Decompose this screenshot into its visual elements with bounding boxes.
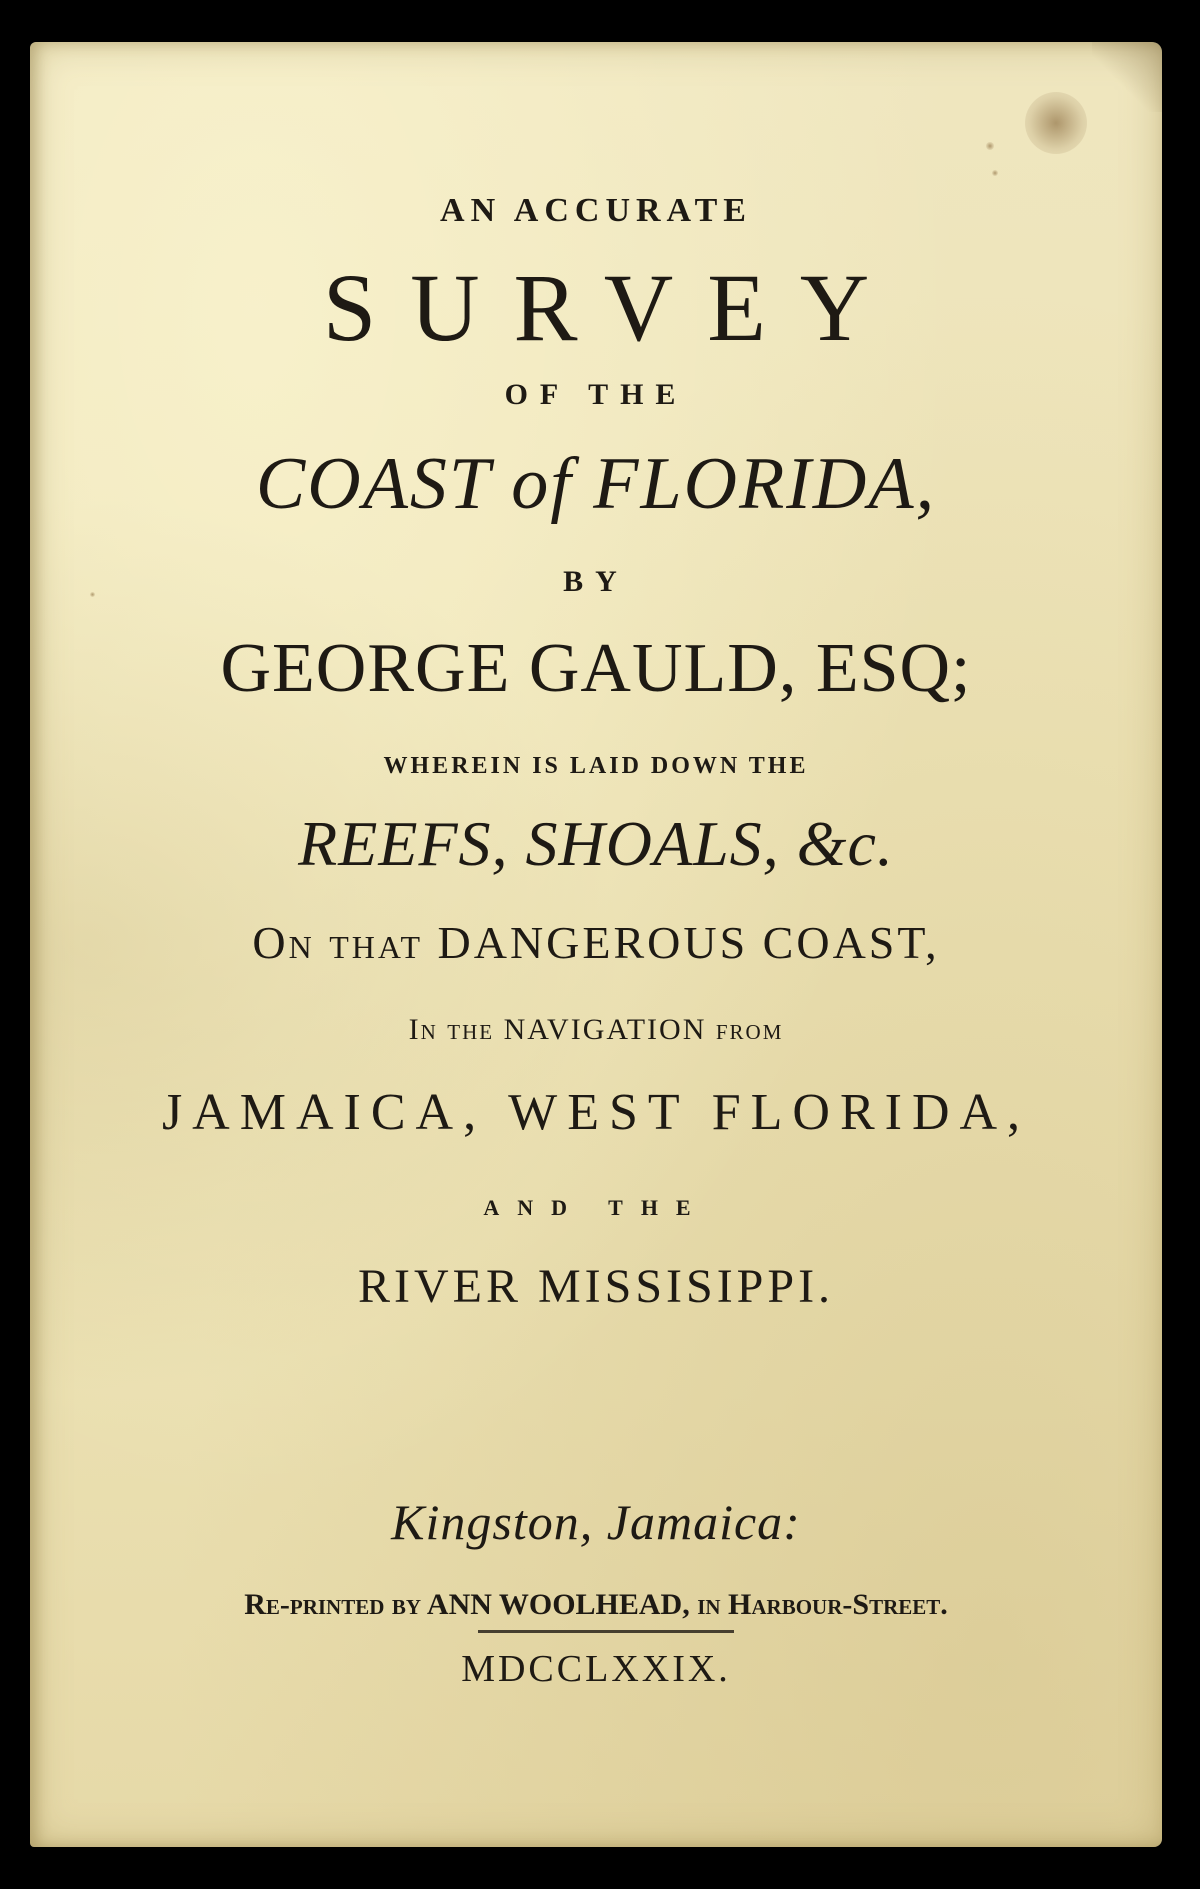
author-name: GEORGE GAULD, ESQ; xyxy=(220,630,972,707)
imprint-rule xyxy=(478,1630,734,1633)
title-line-reefs-shoals: REEFS, SHOALS, &c. xyxy=(298,808,894,879)
title-line-jamaica-west-florida: JAMAICA, WEST FLORIDA, xyxy=(161,1084,1031,1141)
title-text-block xyxy=(30,42,1162,1847)
title-line-an-accurate: AN ACCURATE xyxy=(440,192,752,229)
title-line-of-the: OF THE xyxy=(504,378,688,411)
title-line-river-missisippi: RIVER MISSISIPPI. xyxy=(357,1260,835,1313)
title-page xyxy=(30,42,1162,1847)
title-line-navigation: In the NAVIGATION from xyxy=(408,1013,784,1046)
title-line-and-the: AND THE xyxy=(483,1195,709,1220)
imprint-place: Kingston, Jamaica: xyxy=(391,1494,801,1550)
imprint-date: MDCCLXXIX. xyxy=(461,1648,731,1690)
imprint-printer: Re-printed by ANN WOOLHEAD, in Harbour-Street. xyxy=(244,1588,948,1621)
title-line-coast-of-florida: COAST of FLORIDA, xyxy=(255,443,937,525)
title-line-survey: SURVEY xyxy=(322,254,904,361)
title-line-dangerous-coast: On that DANGEROUS COAST, xyxy=(252,917,940,968)
title-line-by: BY xyxy=(563,565,629,598)
title-line-wherein: WHEREIN IS LAID DOWN THE xyxy=(383,753,809,779)
